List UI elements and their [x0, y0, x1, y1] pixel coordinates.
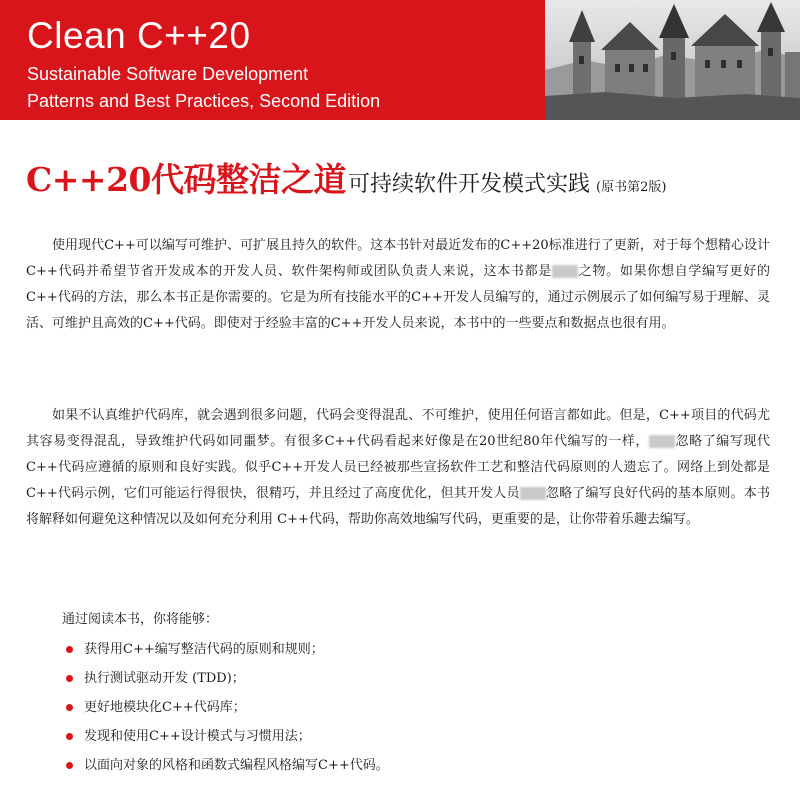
list-item: [60, 669, 389, 698]
list-item: [60, 756, 389, 785]
list-item-text: 发现和使用C++设计模式与习惯用法；: [84, 729, 311, 744]
paragraph-text: 使用现代C++可以编写可维护、可扩展且持久的软件。这本书针对最近发布的C++20标准进行了更新，对于每个想精心设计C++代码并希望节省开发成本的开发人员、软件架构师或团队负责人来说，这本书都是: [26, 238, 770, 279]
list-item: [60, 640, 389, 669]
book-title-chinese: [26, 154, 666, 201]
edition-label: (原书第2版): [596, 180, 667, 195]
list-item: [60, 698, 389, 727]
list-item-text: 执行测试驱动开发 (TDD)；: [84, 671, 245, 686]
list-item: [60, 727, 389, 756]
bullet-dot-icon: [66, 646, 73, 653]
bullet-dot-icon: [66, 762, 73, 769]
title-main: C++20代码整洁之道: [26, 160, 346, 199]
description-paragraph-1: [26, 233, 770, 337]
list-item-text: 更好地模块化C++代码库；: [84, 700, 246, 715]
redaction-mark: [649, 435, 675, 448]
bullet-dot-icon: [66, 675, 73, 682]
castle-photo: [545, 0, 800, 120]
paragraph-text: 忽略了编写现代C++代码应遵循的原则和良好实践。似乎C++开发人员已经被那些宣扬软件工艺和整洁代码原则的人遗忘了。网络上到处都是C++代码示例，它们可能运行得很快，很精巧，并且经过了高度优化，但其开发人员: [26, 434, 770, 501]
description-paragraph-2: [26, 403, 770, 533]
redaction-mark: [552, 265, 578, 278]
learning-intro: 通过阅读本书，你将能够：: [62, 612, 219, 627]
list-item-text: 获得用C++编写整洁代码的原则和规则；: [84, 642, 324, 657]
paragraph-text: 之物。如果你想自学编写更好的C++代码的方法，那么本书正是你需要的。它是为所有技能水平的C++开发人员编写的，通过示例展示了如何编写易于理解、灵活、可维护且高效的C++代码。即使对于经验丰富的C++开发人员来说，本书中的一些要点和数据点也很有用。: [26, 264, 770, 331]
bullet-dot-icon: [66, 704, 73, 711]
title-sub: 可持续软件开发模式实践: [348, 172, 591, 197]
paragraph-text: 忽略了编写良好代码的基本原则。本书将解释如何避免这种情况以及如何充分利用 C++代码，帮助你高效地编写代码，更重要的是，让你带着乐趣去编写。: [26, 486, 770, 527]
redaction-mark: [520, 487, 546, 500]
paragraph-text: 如果不认真维护代码库，就会遇到很多问题，代码会变得混乱、不可维护，使用任何语言都如此。但是，C++项目的代码尤其容易变得混乱，导致维护代码如同噩梦。有很多C++代码看起来好像是在20世纪80年代编写的一样，: [26, 408, 770, 449]
book-subtitle-line1: Sustainable Software Development: [27, 64, 309, 84]
bullet-dot-icon: [66, 733, 73, 740]
list-item-text: 以面向对象的风格和函数式编程风格编写C++代码。: [84, 758, 389, 773]
book-title-english: Clean C++20: [27, 15, 251, 56]
book-subtitle-line2: Patterns and Best Practices, Second Edition: [27, 91, 381, 111]
header-banner: [0, 0, 800, 120]
learning-list: [60, 640, 389, 785]
